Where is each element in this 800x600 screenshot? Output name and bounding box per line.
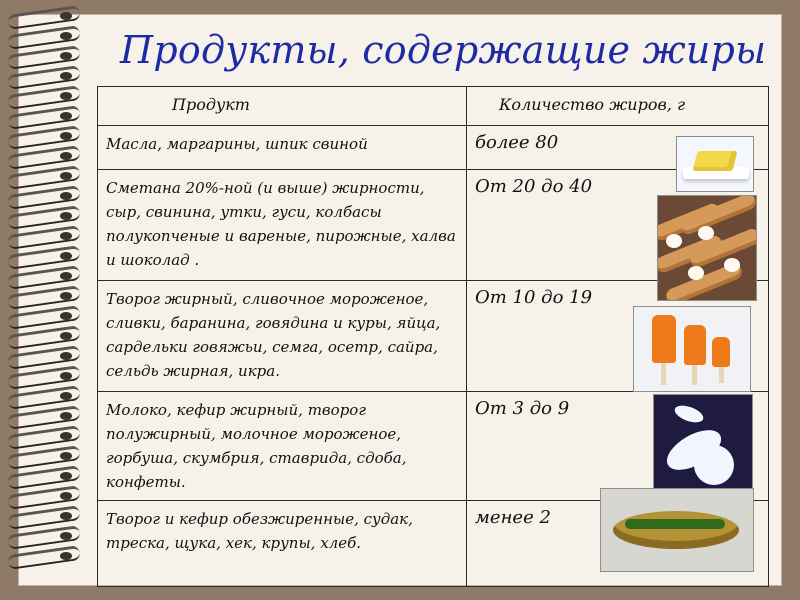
herb-garnish-shape: [625, 519, 725, 529]
product-cell: Молоко, кефир жирный, творог полужирный, молочное мороженое, горбуша, скумбрия, ставрида, сдоба, конфеты.: [98, 392, 467, 501]
popsicle-photo: [633, 306, 751, 392]
cream-dollop: [688, 266, 704, 280]
product-cell: Творог и кефир обезжиренные, судак, треска, щука, хек, крупы, хлеб.: [98, 501, 467, 587]
table-row: [98, 126, 769, 170]
product-cell: Масла, маргарины, шпик свиной: [98, 126, 467, 170]
cream-dollop: [724, 258, 740, 272]
table-header-row: [98, 87, 769, 126]
fish-photo: [600, 488, 754, 572]
popsicle-shape: [652, 315, 676, 363]
popsicle-stick: [719, 367, 724, 383]
spiral-binding: [0, 10, 86, 580]
milk-splash-shape: [673, 402, 706, 425]
spiral-ring: [7, 545, 80, 570]
amount-cell: От 10 до 19: [467, 281, 769, 392]
milk-splash-shape: [694, 445, 734, 485]
cream-dollop: [698, 226, 714, 240]
amount-cell: менее 2: [467, 501, 769, 587]
pastry-photo: [657, 195, 757, 301]
product-cell: Творог жирный, сливочное мороженое, сливки, баранина, говядина и куры, яйца, сардельки говяжьи, семга, осетр, сайра, сельдь жирная, икра.: [98, 281, 467, 392]
butter-photo: [676, 136, 754, 192]
amount-cell: более 80: [467, 126, 769, 170]
fish-body-shape: [613, 511, 739, 549]
milk-splash-photo: [653, 394, 753, 490]
butter-block-shape: [693, 151, 738, 171]
product-cell: Сметана 20%-ной (и выше) жирности, сыр, свинина, утки, гуси, колбасы полукопченые и вареные, пирожные, халва и шоколад .: [98, 170, 467, 281]
amount-cell: От 20 до 40: [467, 170, 769, 281]
header-fat-amount: Количество жиров, г: [467, 87, 769, 126]
page-title: Продукты, содержащие жиры: [120, 28, 767, 72]
popsicle-stick: [661, 363, 666, 385]
popsicle-stick: [692, 365, 697, 385]
popsicle-shape: [684, 325, 706, 365]
amount-cell: От 3 до 9: [467, 392, 769, 501]
popsicle-shape: [712, 337, 730, 367]
header-product: Продукт: [98, 87, 467, 126]
cream-dollop: [666, 234, 682, 248]
